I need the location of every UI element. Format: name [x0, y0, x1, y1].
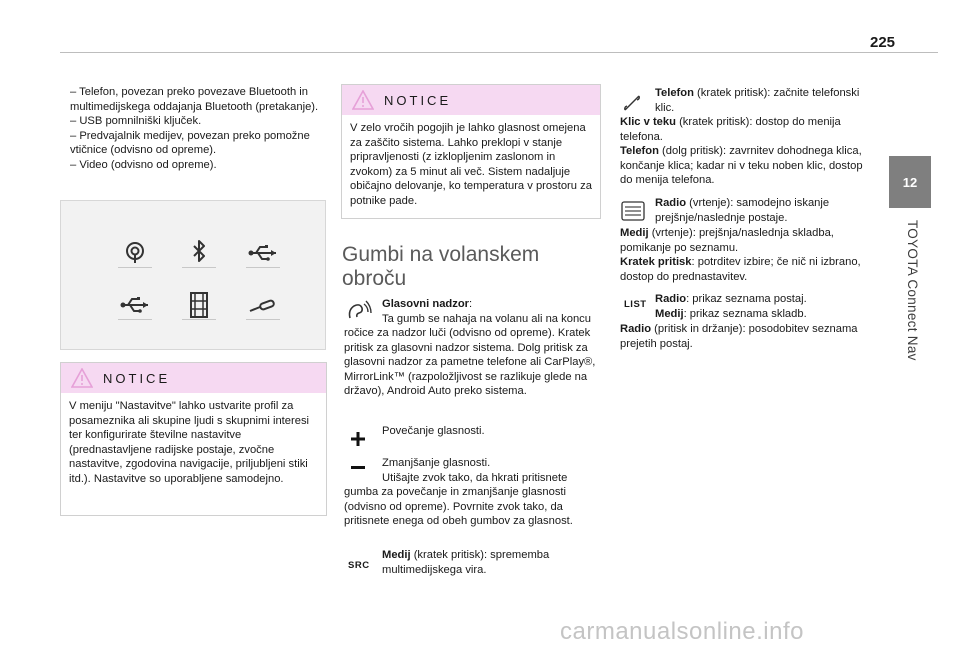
voice-description: ročice za nadzor luči (odvisno od opreme). Kratek pritisk za glasovni nadzor sistema. Dolg pritisk za glasovni nadzor za pametne telefone ali CarPlay®, MirrorLink™ (razpoložljivost se razlikuje glede na državo), Android Auto preko sistema. — [344, 327, 596, 397]
notice-header — [61, 363, 326, 393]
volume-down-line2: Utišajte zvok tako, da hkrati pritisnete — [382, 471, 568, 484]
entry-call-active: Klic v teku (kratek pritisk): dostop do menija telefona. — [620, 116, 841, 143]
list-item: – Predvajalnik medijev, povezan preko pomožne vtičnice (odvisno od opreme). — [70, 129, 310, 156]
voice-title: Glasovni nadzor — [382, 298, 470, 310]
list-label: LIST — [624, 299, 647, 310]
volume-down-description: gumba za povečanje in zmanjšanje glasnosti (odvisno od opreme). Povrnite zvok tako, da pritisnete enega od obeh gumbov za glasnost. — [344, 486, 573, 527]
entry-short-press: Kratek pritisk: potrditev izbire; če nič ni izbrano, dostop do prednastavitev. — [620, 256, 861, 283]
list-item: – Video (odvisno od opreme). — [70, 158, 217, 171]
usb-icon — [245, 235, 281, 271]
volume-down-line1: Zmanjšanje glasnosti. — [382, 457, 491, 469]
last-text: (pritisk in držanje): posodobitev seznama prejetih postaj. — [620, 323, 858, 350]
list-item: – Telefon, povezan preko povezave Bluetooth in multimedijskega oddajanja Bluetooth (pretakanje). — [70, 86, 319, 113]
section-heading: Gumbi na volanskem obroču — [342, 243, 540, 290]
radio-bold: Radio — [655, 197, 687, 209]
source-icon — [117, 235, 153, 271]
list-radio-bold: Radio — [655, 293, 687, 305]
notice-title: NOTICE — [103, 370, 171, 386]
list-media-bold: Medij — [655, 307, 684, 320]
notice-body: V zelo vročih pogojih je lahko glasnost omejena za zaščito sistema. Lahko preklopi v stanje pripravljenosti (z izklopljenim zaslonom in zvokom) za 5 minut ali več. Sistem nadaljuje običajno delovanje, ko temperatura v prostoru za potnike pade. — [350, 122, 592, 207]
list-item: – USB pomnilniški ključek. — [70, 115, 202, 127]
plus-icon — [351, 432, 365, 446]
warning-icon — [352, 90, 374, 110]
header-rule — [60, 52, 938, 53]
usb-icon — [117, 287, 153, 323]
phone-text: (kratek pritisk): začnite telefonski klic. — [655, 87, 860, 114]
chapter-title: TOYOTA Connect Nav — [905, 220, 920, 361]
source-list — [70, 85, 322, 172]
volume-up-text: Povečanje glasnosti. — [382, 425, 485, 437]
notice-header — [342, 85, 600, 115]
notice-box-volume — [341, 84, 601, 219]
right-entries-2 — [620, 226, 875, 284]
phone-icon — [622, 92, 642, 112]
list-media-text: : prikaz seznama skladb. — [683, 307, 807, 320]
chapter-tab[interactable]: 12 — [889, 156, 931, 208]
minus-icon — [351, 466, 365, 470]
warning-icon — [71, 368, 93, 388]
voice-line1: Ta gumb se nahaja na volanu ali na koncu — [382, 312, 591, 325]
aux-jack-icon — [245, 287, 281, 323]
notice-body: V meniju "Nastavitve" lahko ustvarite profil za posameznika ali skupine ljudi s skupnimi interesi ter konfigurirate številne nastavitve (prednastavljene radijske postaje, zvočne nastavitve, zgodovina navigacije, priljubljeni stiki itd.). Nastavitve so uporabljene samodejno. — [69, 400, 310, 485]
radio-dial-icon — [620, 200, 646, 222]
entry-phone-long: Telefon (dolg pritisk): zavrnitev dohodnega klica, končanje klica; kadar ni v teku noben klic, dostop do menija telefona. — [620, 145, 863, 186]
src-label: SRC — [348, 560, 370, 571]
voice-command-icon — [346, 300, 372, 322]
phone-bold: Telefon — [655, 87, 694, 99]
list-radio-text: : prikaz seznama postaj. — [686, 293, 807, 305]
entry-media-rotate: Medij (vrtenje): prejšnja/naslednja skladba, pomikanje po seznamu. — [620, 227, 834, 254]
watermark: carmanualsonline.info — [560, 618, 804, 645]
radio-text: (vrtenje): samodejno iskanje prejšnje/naslednje postaje. — [655, 197, 830, 224]
right-entries — [620, 115, 875, 188]
src-bold: Medij — [382, 549, 411, 561]
bluetooth-icon — [181, 235, 217, 271]
notice-box-settings — [60, 362, 327, 516]
source-icons-panel — [60, 200, 326, 350]
page-number: 225 — [870, 34, 896, 51]
video-icon — [181, 287, 217, 323]
last-bold: Radio — [620, 323, 652, 335]
src-text: (kratek pritisk): sprememba multimedijskega vira. — [382, 549, 550, 576]
notice-title: NOTICE — [384, 92, 452, 108]
